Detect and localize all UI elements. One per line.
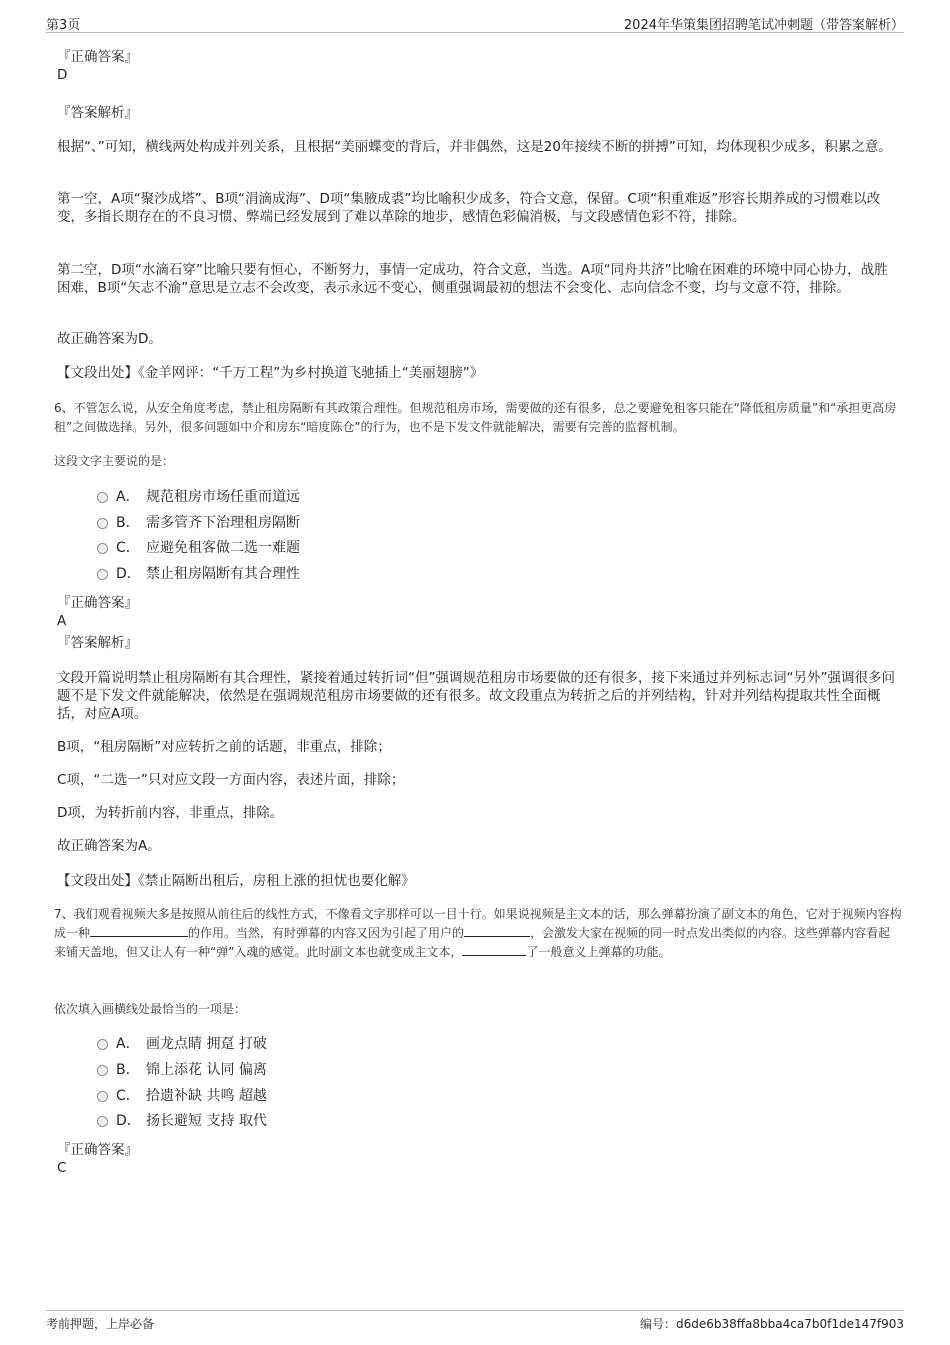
q6-analysis-label: 『答案解析』 xyxy=(57,635,138,651)
radio-icon[interactable] xyxy=(97,1091,108,1102)
q5-conclusion: 故正确答案为D。 xyxy=(57,331,162,347)
page-header xyxy=(46,14,904,33)
q7-stem: 7、我们观看视频大多是按照从前往后的线性方式，不像看文字那样可以一目十行。如果说视频是主文本的话，那么弹幕扮演了副文本的角色，它对于视频内容构成一种 的作用。当然，有时弹幕的内容又因为引起了用户的 ，会激发大家在视频的同一时点发出类似的内容。这些弹幕内容看起来铺天盖地，但又让人有一种“弹”入魂的感觉。此时副文本也就变成主文本， 了一般意义上弹幕的功能。 xyxy=(54,907,902,959)
q7-prompt: 依次填入画横线处最恰当的一项是： xyxy=(54,1002,247,1016)
q6-analysis-para1: 文段开篇说明禁止租房隔断有其合理性，紧接着通过转折词“但”强调规范租房市场要做的还有很多，接下来通过并列标志词“另外”强调很多问题不是下发文件就能解决，依然是在强调规范租房市场要做的还有很多。故文段重点为转折之后的并列结构，针对并列结构提取共性全面概括，对应A项。 xyxy=(57,670,895,722)
q7-answer-label: 『正确答案』 xyxy=(57,1142,138,1158)
q6-analysis-para4: D项，为转折前内容，非重点，排除。 xyxy=(57,805,284,821)
page-number: 第3页 xyxy=(46,18,81,33)
radio-icon[interactable] xyxy=(97,492,108,503)
q5-analysis-label: 『答案解析』 xyxy=(57,105,138,121)
q7-option-a[interactable]: A． 画龙点睛 拥趸 打破 xyxy=(97,1034,267,1054)
blank-1[interactable] xyxy=(90,924,188,937)
q5-analysis-para2: 第一空，A项“聚沙成塔”、B项“涓滴成海”、D项“集腋成裘”均比喻积少成多，符合文意，保留。C项“积重难返”形容长期养成的习惯难以改变，多指长期存在的不良习惯、弊端已经发展到了难以革除的地步，感情色彩偏消极，与文段感情色彩不符，排除。 xyxy=(57,191,881,225)
q5-analysis-para1: 根据“、”可知，横线两处构成并列关系，且根据“美丽蝶变的背后，并非偶然，这是20年接续不断的拼搏”可知，均体现积少成多，积累之意。 xyxy=(57,139,892,155)
q5-source: 【文段出处】《金羊网评：“千万工程”为乡村换道飞驰插上“美丽翅膀”》 xyxy=(57,365,484,381)
q6-answer-label: 『正确答案』 xyxy=(57,595,138,611)
document-id: 编号：d6de6b38ffa8bba4ca7b0f1de147f903 xyxy=(640,1317,904,1331)
q7-option-b[interactable]: B． 锦上添花 认同 偏离 xyxy=(97,1060,267,1080)
radio-icon[interactable] xyxy=(97,1065,108,1076)
q6-analysis-para3: C项，“二选一”只对应文段一方面内容，表述片面，排除； xyxy=(57,772,405,788)
radio-icon[interactable] xyxy=(97,543,108,554)
q7-option-d[interactable]: D． 扬长避短 支持 取代 xyxy=(97,1111,267,1131)
radio-icon[interactable] xyxy=(97,518,108,529)
q6-analysis-para2: B项，“租房隔断”对应转折之前的话题，非重点，排除； xyxy=(57,739,391,755)
document-title: 2024年华策集团招聘笔试冲刺题（带答案解析） xyxy=(623,18,904,33)
q7-option-c[interactable]: C． 拾遗补缺 共鸣 超越 xyxy=(97,1086,267,1106)
q6-option-b[interactable]: B． 需多管齐下治理租房隔断 xyxy=(97,513,300,533)
q6-answer: A xyxy=(57,613,67,629)
q5-answer: D xyxy=(57,67,68,83)
q6-conclusion: 故正确答案为A。 xyxy=(57,838,161,854)
footer-slogan: 考前押题，上岸必备 xyxy=(46,1317,155,1331)
radio-icon[interactable] xyxy=(97,1039,108,1050)
radio-icon[interactable] xyxy=(97,569,108,580)
q7-answer: C xyxy=(57,1160,67,1176)
q6-option-c[interactable]: C． 应避免租客做二选一难题 xyxy=(97,538,300,558)
blank-2[interactable] xyxy=(464,924,530,937)
q6-option-a[interactable]: A． 规范租房市场任重而道远 xyxy=(97,487,300,507)
q6-prompt: 这段文字主要说的是： xyxy=(54,454,175,468)
q6-stem: 6、不管怎么说，从安全角度考虑，禁止租房隔断有其政策合理性。但规范租房市场，需要做的还有很多，总之要避免租客只能在“降低租房质量”和“承担更高房租”之间做选择。另外，很多问题如中介和房东“暗度陈仓”的行为，也不是下发文件就能解决，需要有完善的监督机制。 xyxy=(54,401,897,434)
q5-answer-label: 『正确答案』 xyxy=(57,49,138,65)
page-footer xyxy=(46,1310,904,1333)
blank-3[interactable] xyxy=(462,943,526,956)
radio-icon[interactable] xyxy=(97,1116,108,1127)
q6-option-d[interactable]: D． 禁止租房隔断有其合理性 xyxy=(97,564,300,584)
q6-source: 【文段出处】《禁止隔断出租后，房租上涨的担忧也要化解》 xyxy=(57,873,415,889)
q5-analysis-para3: 第二空，D项“水滴石穿”比喻只要有恒心，不断努力，事情一定成功，符合文意，当选。A项“同舟共济”比喻在困难的环境中同心协力，战胜困难，B项“矢志不渝”意思是立志不会改变，表示永远不变心，侧重强调最初的想法不会变化、志向信念不变，均与文意不符，排除。 xyxy=(57,262,888,296)
